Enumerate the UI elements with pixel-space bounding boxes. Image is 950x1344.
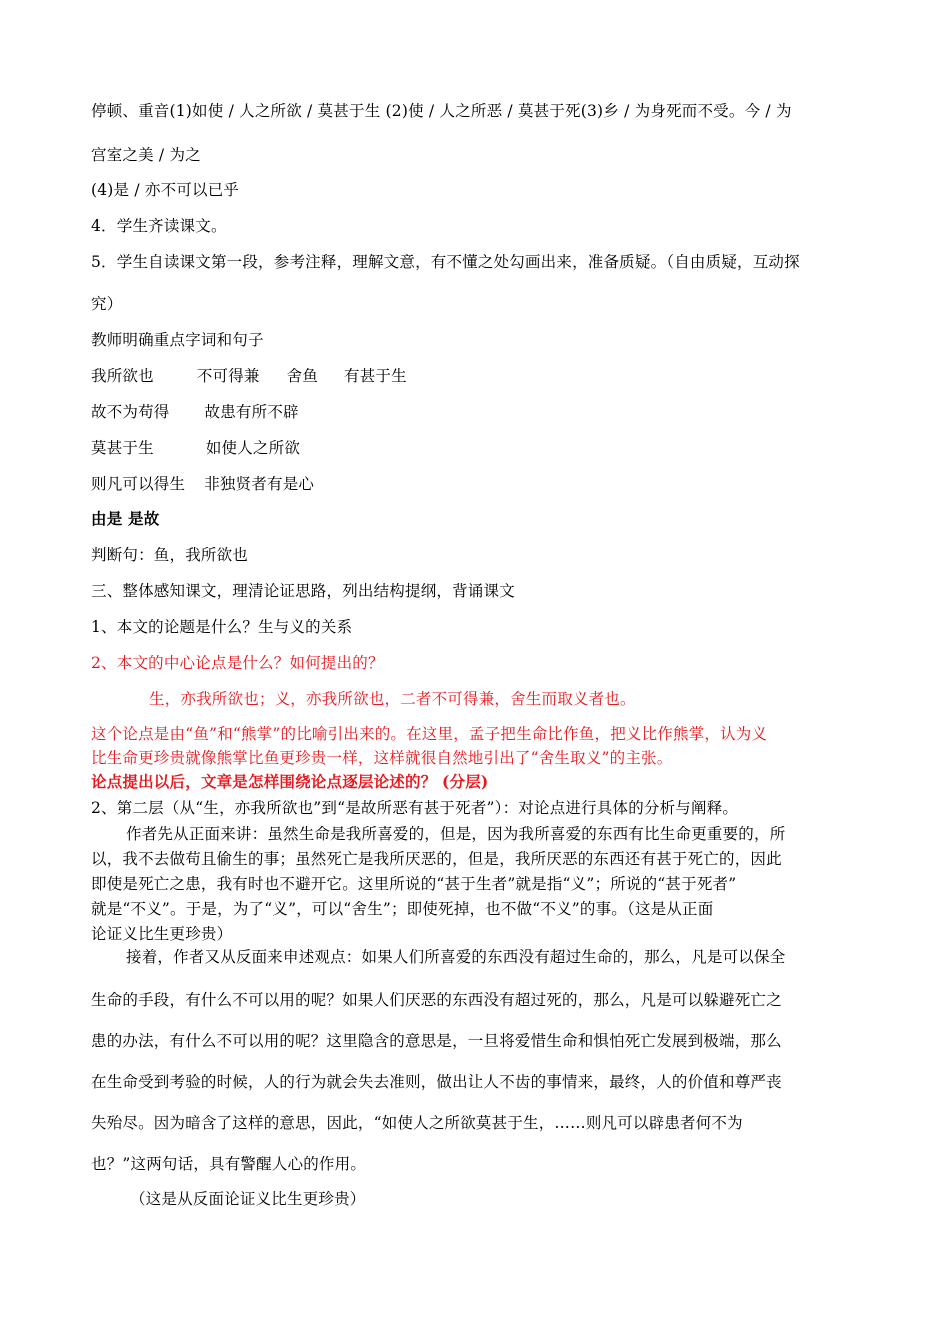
question-2: 2、本文的中心论点是什么？如何提出的？ [91, 654, 384, 672]
positive-argument-line-3: 即使是死亡之患，我有时也不避开它。这里所说的“甚于生者”就是指“义”；所说的“甚于死者” [91, 875, 737, 893]
teacher-note: 教师明确重点字词和句子 [91, 331, 264, 349]
thesis-explanation-line-2: 比生命更珍贵就像熊掌比鱼更珍贵一样，这样就很自然地引出了“舍生取义”的主张。 [91, 749, 673, 767]
thesis-explanation-line-1: 这个论点是由“鱼”和“熊掌”的比喻引出来的。在这里，孟子把生命比作鱼，把义比作熊掌，认为义 [91, 725, 768, 743]
positive-argument-line-5: 论证义比生更珍贵） [91, 925, 233, 943]
key-words-row-3 [91, 438, 300, 458]
negative-argument-line-5: 失殆尽。因为暗含了这样的意思，因此，“如使人之所欲莫甚于生，……则凡可以辟患者何不为 [91, 1114, 743, 1132]
key-word: 非独贤者有是心 [204, 475, 315, 493]
key-words-row-2 [91, 402, 299, 422]
negative-argument-line-1: 接着，作者又从反面来申述观点：如果人们所喜爱的东西没有超过生命的，那么，凡是可以保全 [126, 948, 786, 966]
key-word: 如使人之所欲 [205, 439, 301, 457]
negative-argument-line-4: 在生命受到考验的时候，人的行为就会失去准则，做出让人不齿的事情来，最终，人的价值和尊严丧 [91, 1073, 782, 1091]
key-words-bold: 由是 是故 [91, 509, 160, 528]
central-thesis: 生，亦我所欲也；义，亦我所欲也，二者不可得兼，舍生而取义者也。 [149, 690, 636, 708]
key-word: 我所欲也 [91, 367, 154, 385]
negative-argument-note: （这是从反面论证义比生更珍贵） [130, 1190, 366, 1208]
negative-argument-line-3: 患的办法，有什么不可以用的呢？这里隐含的意思是，一旦将爱惜生命和惧怕死亡发展到极端，那么 [91, 1032, 782, 1050]
negative-argument-line-2: 生命的手段，有什么不可以用的呢？如果人们厌恶的东西没有超过死的，那么，凡是可以躲避死亡之 [91, 991, 782, 1009]
step-5-line-1: 5．学生自读课文第一段，参考注释，理解文意，有不懂之处勾画出来，准备质疑。（自由质疑，互动探 [91, 253, 800, 271]
negative-argument-line-6: 也？”这两句话，具有警醒人心的作用。 [91, 1155, 367, 1173]
pause-line-3: (4)是 / 亦不可以已乎 [91, 181, 240, 199]
pause-line-2: 宫室之美 / 为之 [91, 146, 201, 164]
positive-argument-line-1: 作者先从正面来讲：虽然生命是我所喜爱的，但是，因为我所喜爱的东西有比生命更重要的，所 [126, 825, 786, 843]
layering-question: 论点提出以后，文章是怎样围绕论点逐层论述的？ (分层) [91, 772, 489, 791]
key-word: 不可得兼 [196, 367, 260, 385]
key-word: 莫甚于生 [91, 439, 154, 457]
key-word: 故患有所不辟 [204, 403, 299, 421]
section-3-heading: 三、整体感知课文，理清论证思路，列出结构提纲，背诵课文 [91, 582, 515, 600]
pause-line-1: 停顿、重音(1)如使 / 人之所欲 / 莫甚于生 (2)使 / 人之所恶 / 莫甚于死(3)乡 / 为身死而不受。今 / 为 [91, 102, 792, 120]
key-word: 有甚于生 [344, 367, 407, 385]
key-words-row-4 [91, 474, 314, 494]
key-word: 故不为苟得 [91, 403, 170, 421]
question-1: 1、本文的论题是什么？生与义的关系 [91, 618, 353, 636]
positive-argument-line-2: 以，我不去做苟且偷生的事；虽然死亡是我所厌恶的，但是，我所厌恶的东西还有甚于死亡的，因此 [91, 850, 782, 868]
step-5-line-2: 究） [91, 295, 123, 313]
layer-2-heading: 2、第二层（从“生，亦我所欲也”到“是故所恶有甚于死者”）：对论点进行具体的分析与阐释。 [91, 799, 739, 817]
key-word: 则凡可以得生 [91, 475, 186, 493]
key-words-row-1 [91, 366, 407, 386]
judgment-sentence: 判断句：鱼，我所欲也 [91, 546, 249, 564]
positive-argument-line-4: 就是“不义”。于是，为了“义”，可以“舍生”；即使死掉，也不做“不义”的事。（这是从正面 [91, 900, 714, 918]
step-4: 4．学生齐读课文。 [91, 217, 227, 235]
key-word: 舍鱼 [286, 367, 319, 385]
